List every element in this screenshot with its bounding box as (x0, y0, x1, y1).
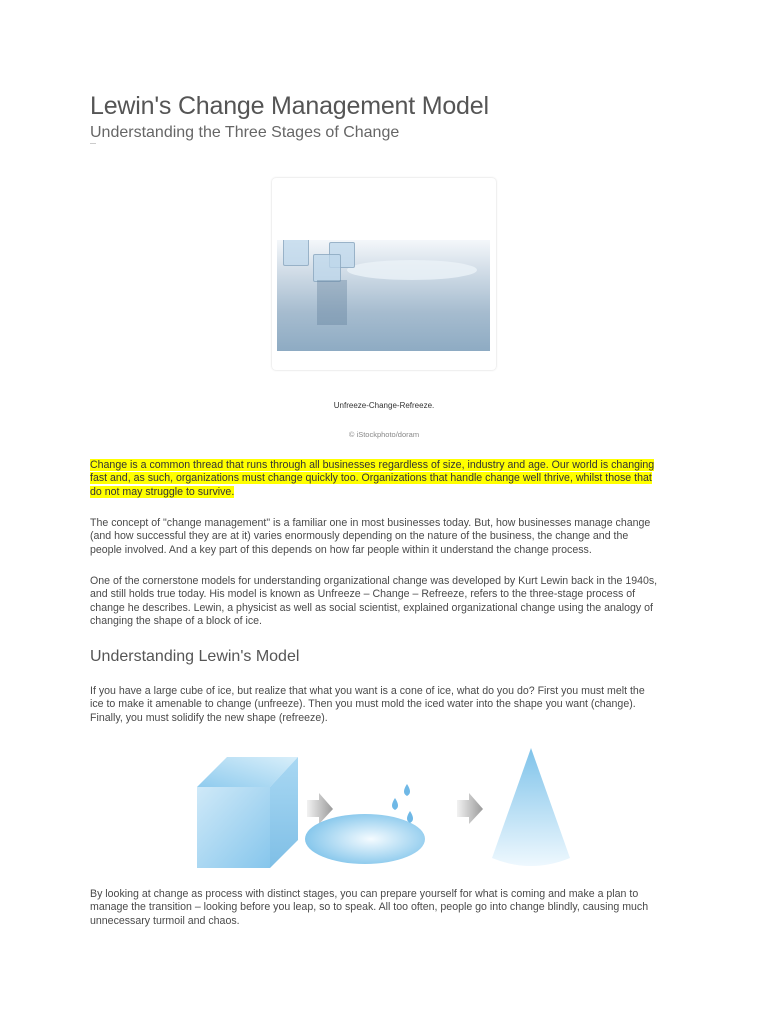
photo-ice-cube (313, 254, 341, 282)
arrow-right-icon (457, 793, 483, 824)
paragraph-kurt-lewin: One of the cornerstone models for understanding organizational change was developed by Kurt Lewin back in the 1940s, and still holds true today. His model is known as Unfreeze – Change – Refreeze, refers to the three-stage process of change he describes. Lewin, a physicist as well as social scientist, explained organizational change using the analogy of changing the shape of a block of ice. (90, 575, 658, 627)
figure-caption: Unfreeze-Change-Refreeze. (333, 401, 435, 410)
paragraph-ice-analogy: If you have a large cube of ice, but realize that what you want is a cone of ice, what do you do? First you must melt the ice to make it amenable to change (unfreeze). Then you must mold the iced water into the shape you want (change). Finally, you must solidify the new shape (refreeze). (90, 685, 645, 724)
page-subtitle: Understanding the Three Stages of Change (90, 124, 400, 141)
stages-illustration (195, 742, 575, 870)
figure-credit: © iStockphoto/doram (348, 430, 420, 439)
photo-ice-cube (283, 240, 309, 266)
ice-cubes-photo (277, 240, 490, 351)
ice-cube-icon (197, 757, 298, 868)
figure-ice-photo-card (272, 178, 496, 370)
section-heading: Understanding Lewin's Model (90, 648, 300, 665)
intro-paragraph (90, 459, 660, 499)
ice-cone-icon (492, 748, 570, 866)
photo-reflection (317, 280, 347, 325)
paragraph-process-stages: By looking at change as process with distinct stages, you can prepare yourself for what is coming and make a plan to manage the transition – looking before you leap, so to speak. All too often, people go into change blindly, causing much unnecessary turmoil and chaos. (90, 888, 649, 927)
highlighted-text: Change is a common thread that runs through all businesses regardless of size, industry and age. Our world is changing fast and, as such, organizations must change quickly too. Organizations that handle change well thrive, whilst those that do not may struggle to survive. (90, 459, 655, 498)
decorative-mark (90, 143, 96, 144)
photo-puddle (347, 260, 477, 280)
page-title: Lewin's Change Management Model (90, 92, 489, 120)
paragraph-change-management: The concept of "change management" is a familiar one in most businesses today. But, how businesses manage change (and how successful they are at it) varies enormously depending on the nature of the business, the change and the people involved. And a key part of this depends on how far people within it understand the change process. (90, 517, 651, 556)
water-puddle-icon (305, 784, 425, 864)
unfreeze-change-refreeze-diagram (195, 742, 575, 870)
